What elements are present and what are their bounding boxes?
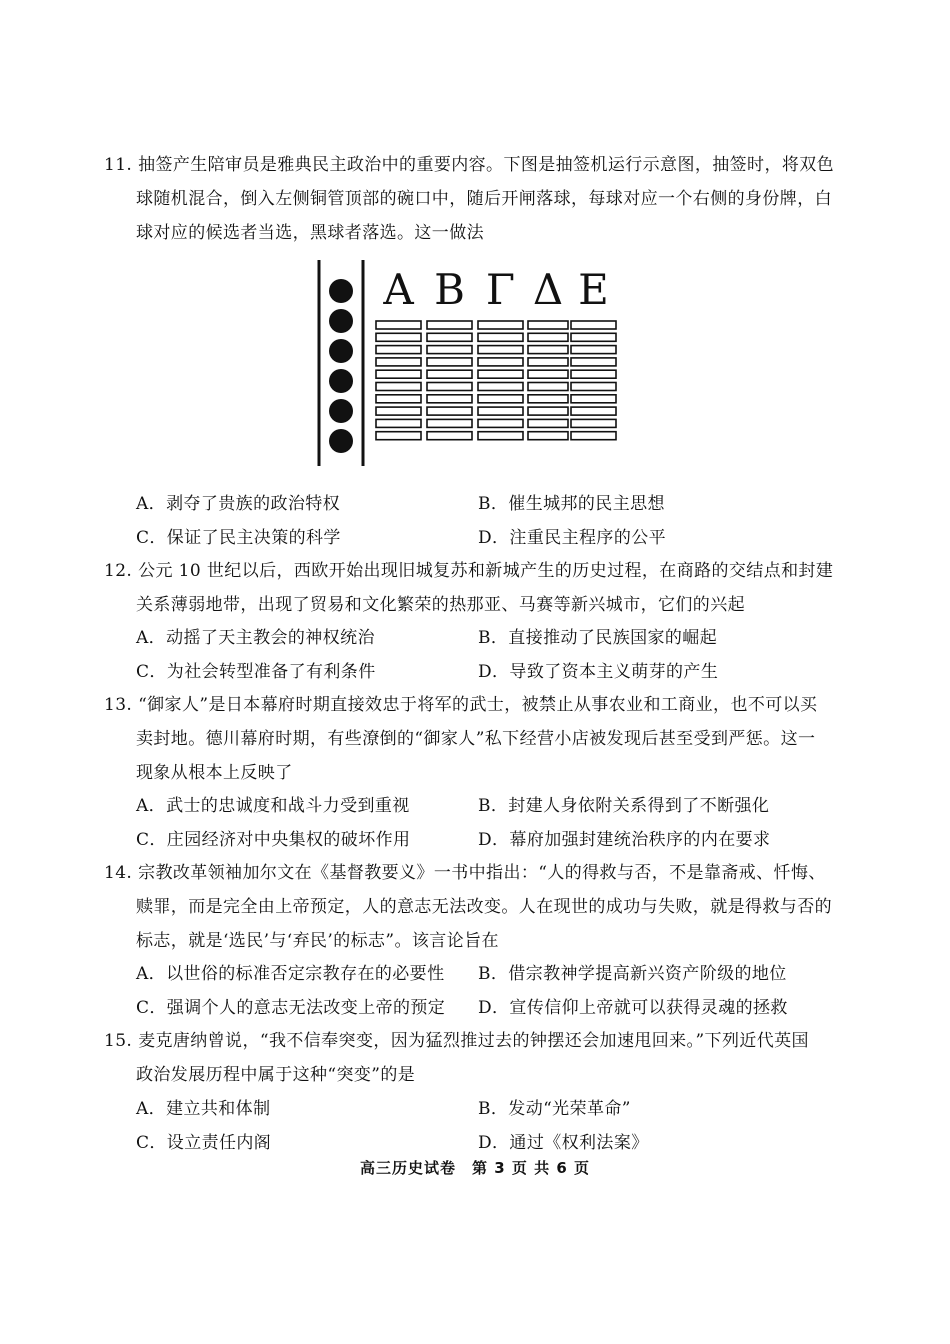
identity-plate: [376, 358, 421, 366]
option-11-d[interactable]: D．注重民主程序的公平: [478, 528, 667, 548]
identity-plate: [528, 432, 568, 440]
question-15-line-1: [104, 1029, 809, 1053]
question-15-line-2: 政治发展历程中属于这种“突变”的是: [136, 1065, 416, 1085]
question-12-line-2: 关系薄弱地带，出现了贸易和文化繁荣的热那亚、马赛等新兴城市，它们的兴起: [136, 595, 745, 615]
greek-letter: Ε: [578, 265, 609, 314]
identity-plate: [571, 407, 616, 415]
page-footer: 高三历史试卷 第 3 页 共 6 页: [360, 1159, 590, 1177]
identity-plate: [478, 321, 523, 329]
identity-plate: [528, 419, 568, 427]
option-11-b[interactable]: B．催生城邦的民主思想: [478, 494, 665, 514]
option-11-a[interactable]: A．剥夺了贵族的政治特权: [136, 494, 341, 514]
black-ball: [329, 399, 353, 423]
greek-letter: Β: [434, 265, 465, 314]
identity-plate: [376, 346, 421, 354]
identity-plate: [376, 333, 421, 341]
question-number: 13.: [104, 695, 133, 715]
identity-plate: [427, 333, 472, 341]
option-15-a[interactable]: A．建立共和体制: [136, 1099, 271, 1119]
black-ball: [329, 279, 353, 303]
question-11-line-1: [104, 153, 834, 177]
option-12-b[interactable]: B．直接推动了民族国家的崛起: [478, 628, 718, 648]
option-12-a[interactable]: A．动摇了天主教会的神权统治: [136, 628, 375, 648]
option-13-d[interactable]: D．幕府加强封建统治秩序的内在要求: [478, 830, 771, 850]
option-14-d[interactable]: D．宣传信仰上帝就可以获得灵魂的拯救: [478, 998, 788, 1018]
identity-plate: [427, 407, 472, 415]
identity-plate: [478, 358, 523, 366]
identity-plate: [528, 395, 568, 403]
greek-letter: Α: [383, 265, 414, 314]
greek-letters: [382, 265, 609, 314]
identity-plate: [376, 321, 421, 329]
question-14-line-1: [104, 861, 826, 885]
option-12-d[interactable]: D．导致了资本主义萌芽的产生: [478, 662, 719, 682]
identity-plate: [571, 321, 616, 329]
identity-plate: [528, 358, 568, 366]
identity-plate: [571, 432, 616, 440]
identity-plate: [571, 395, 616, 403]
identity-plate: [571, 333, 616, 341]
identity-plate: [376, 395, 421, 403]
kleroterion-figure: [312, 258, 632, 470]
identity-plate: [528, 407, 568, 415]
identity-plate: [478, 432, 523, 440]
black-ball: [329, 369, 353, 393]
question-11-line-3: 球对应的候选者当选，黑球者落选。这一做法: [136, 223, 484, 243]
identity-plate: [528, 370, 568, 378]
option-15-d[interactable]: D．通过《权利法案》: [478, 1133, 649, 1153]
option-13-a[interactable]: A．武士的忠诚度和战斗力受到重视: [136, 796, 410, 816]
identity-plate: [478, 407, 523, 415]
question-number: 12.: [104, 561, 133, 581]
identity-plate: [478, 370, 523, 378]
identity-plate: [427, 419, 472, 427]
question-13-line-2: 卖封地。德川幕府时期，有些潦倒的“御家人”私下经营小店被发现后甚至受到严惩。这一: [136, 729, 816, 749]
identity-plate: [427, 395, 472, 403]
question-text: 抽签产生陪审员是雅典民主政治中的重要内容。下图是抽签机运行示意图，抽签时，将双色: [138, 155, 835, 175]
option-14-b[interactable]: B．借宗教神学提高新兴资产阶级的地位: [478, 964, 787, 984]
option-13-b[interactable]: B．封建人身依附关系得到了不断强化: [478, 796, 770, 816]
identity-plate: [571, 383, 616, 391]
option-12-c[interactable]: C．为社会转型准备了有利条件: [136, 662, 376, 682]
identity-plate: [571, 346, 616, 354]
question-number: 15.: [104, 1031, 133, 1051]
question-12-line-1: [104, 559, 833, 583]
identity-plate: [427, 370, 472, 378]
option-15-b[interactable]: B．发动“光荣革命”: [478, 1099, 631, 1119]
option-11-c[interactable]: C．保证了民主决策的科学: [136, 528, 341, 548]
option-14-c[interactable]: C．强调个人的意志无法改变上帝的预定: [136, 998, 446, 1018]
question-text: 宗教改革领袖加尔文在《基督教要义》一书中指出：“人的得救与否，不是靠斋戒、忏悔、: [138, 863, 826, 883]
identity-plate: [478, 419, 523, 427]
identity-plate: [376, 407, 421, 415]
identity-plate: [571, 358, 616, 366]
question-number: 11.: [104, 155, 133, 175]
identity-plate: [528, 383, 568, 391]
identity-plate: [571, 419, 616, 427]
greek-letter: Γ: [485, 265, 516, 314]
identity-plate: [478, 346, 523, 354]
question-13-line-3: 现象从根本上反映了: [136, 763, 293, 783]
identity-plate: [376, 383, 421, 391]
option-13-c[interactable]: C．庄园经济对中央集权的破坏作用: [136, 830, 411, 850]
black-ball: [329, 339, 353, 363]
identity-plate: [376, 419, 421, 427]
question-text: 麦克唐纳曾说，“我不信奉突变，因为猛烈推过去的钟摆还会加速甩回来。”下列近代英国: [138, 1031, 809, 1051]
question-13-line-1: [104, 693, 817, 717]
identity-plate: [528, 333, 568, 341]
question-11-line-2: 球随机混合，倒入左侧铜管顶部的碗口中，随后开闸落球，每球对应一个右侧的身份牌，白: [136, 189, 832, 209]
black-balls: [329, 279, 353, 453]
identity-plate: [427, 321, 472, 329]
black-ball: [329, 309, 353, 333]
question-text: 公元 10 世纪以后，西欧开始出现旧城复苏和新城产生的历史过程，在商路的交结点和封建: [138, 561, 834, 581]
option-14-a[interactable]: A．以世俗的标准否定宗教存在的必要性: [136, 964, 445, 984]
black-ball: [329, 429, 353, 453]
identity-plate: [571, 370, 616, 378]
identity-plate: [528, 321, 568, 329]
identity-plate: [528, 346, 568, 354]
identity-plate: [376, 370, 421, 378]
identity-plate: [427, 358, 472, 366]
identity-plates: [376, 321, 616, 440]
question-number: 14.: [104, 863, 133, 883]
identity-plate: [427, 383, 472, 391]
option-15-c[interactable]: C．设立责任内阁: [136, 1133, 272, 1153]
identity-plate: [478, 383, 523, 391]
question-14-line-3: 标志，就是‘选民’与‘弃民’的标志”。该言论旨在: [136, 931, 499, 951]
identity-plate: [427, 432, 472, 440]
greek-letter: Δ: [532, 265, 564, 314]
question-14-line-2: 赎罪，而是完全由上帝预定，人的意志无法改变。人在现世的成功与失败，就是得救与否的: [136, 897, 832, 917]
identity-plate: [376, 432, 421, 440]
identity-plate: [478, 395, 523, 403]
question-text: “御家人”是日本幕府时期直接效忠于将军的武士，被禁止从事农业和工商业，也不可以买: [138, 695, 818, 715]
identity-plate: [427, 346, 472, 354]
identity-plate: [478, 333, 523, 341]
